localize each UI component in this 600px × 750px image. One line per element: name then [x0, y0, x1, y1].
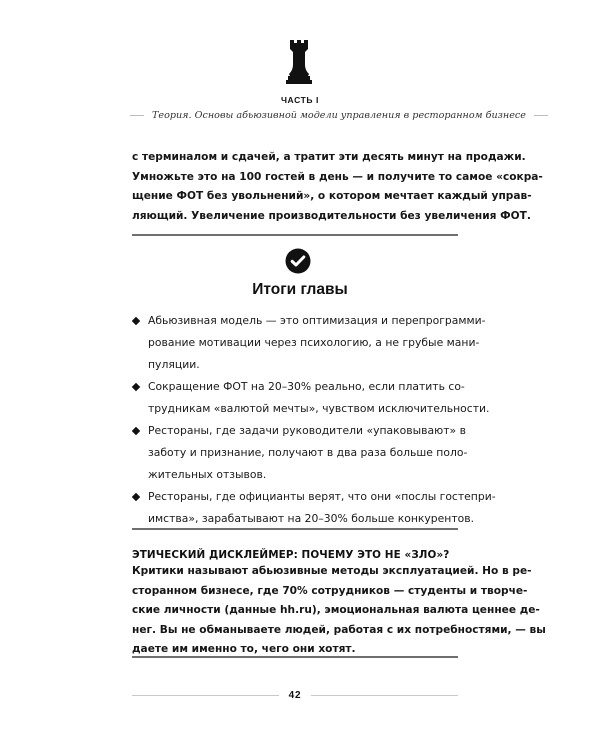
- footer-rule-right: [311, 695, 458, 696]
- section-divider: [132, 528, 458, 530]
- running-head-rule-right: [534, 115, 548, 116]
- text-line: Абьюзивная модель — это оптимизация и перепрограмми-: [148, 314, 486, 327]
- section-divider: [132, 656, 458, 658]
- running-head-title: Теория. Основы абьюзивной модели управления в ресторанном бизнесе: [152, 110, 526, 121]
- text-line: Умножьте это на 100 гостей в день — и получите то самое «сокра-: [132, 170, 543, 183]
- text-line: жительных отзывов.: [148, 468, 267, 481]
- text-line: с терминалом и сдачей, а тратит эти десять минут на продажи.: [132, 151, 526, 163]
- diamond-bullet-icon: [132, 383, 140, 391]
- page-footer: [132, 690, 458, 701]
- disclaimer-paragraph: [132, 562, 546, 660]
- text-line: даете им именно то, чего они хотят.: [132, 643, 356, 656]
- text-line: имства», зарабатывают на 20–30% больше конкурентов.: [148, 512, 475, 525]
- text-line: нег. Вы не обманываете людей, работая с их потребностями, — вы: [132, 623, 546, 636]
- footer-rule-left: [132, 695, 279, 696]
- text-line: рование мотивации через психологию, а не грубые мани-: [148, 336, 480, 349]
- running-head-rule-left: [130, 115, 144, 116]
- text-line: ские личности (данные hh.ru), эмоциональная валюта ценнее де-: [132, 604, 540, 617]
- text-line: щение ФОТ без увольнений», о котором мечтает каждый управ-: [132, 190, 532, 203]
- section-divider: [132, 234, 458, 236]
- diamond-bullet-icon: [132, 317, 140, 325]
- chess-rook-icon: [284, 38, 314, 86]
- list-item: [132, 420, 468, 486]
- text-line: пуляции.: [148, 358, 200, 371]
- summary-list: [132, 310, 496, 530]
- text-line: трудникам «валютой мечты», чувством исключительности.: [148, 402, 490, 415]
- list-item: [132, 376, 490, 420]
- page-number: 42: [288, 690, 302, 701]
- part-label: ЧАСТЬ I: [280, 95, 320, 105]
- diamond-bullet-icon: [132, 427, 140, 435]
- text-line: Критики называют абьюзивные методы эксплуатацией. Но в ре-: [132, 565, 532, 577]
- text-line: заботу и признание, получают в два раза больше поло-: [148, 446, 468, 459]
- summary-title: Итоги главы: [252, 281, 348, 298]
- diamond-bullet-icon: [132, 493, 140, 501]
- running-head: [130, 110, 526, 121]
- disclaimer-heading: ЭТИЧЕСКИЙ ДИСКЛЕЙМЕР: ПОЧЕМУ ЭТО НЕ «ЗЛО»?: [132, 549, 450, 561]
- list-item: [132, 486, 496, 530]
- text-line: Рестораны, где задачи руководители «упаковывают» в: [148, 424, 466, 437]
- list-item: [132, 310, 486, 376]
- intro-paragraph: [132, 148, 543, 226]
- text-line: Сокращение ФОТ на 20–30% реально, если платить со-: [148, 380, 465, 393]
- text-line: Рестораны, где официанты верят, что они «послы гостепри-: [148, 490, 496, 503]
- text-line: ляющий. Увеличение производительности без увеличения ФОТ.: [132, 209, 531, 222]
- check-circle-icon: [285, 248, 311, 274]
- text-line: сторанном бизнесе, где 70% сотрудников — студенты и творче-: [132, 584, 528, 597]
